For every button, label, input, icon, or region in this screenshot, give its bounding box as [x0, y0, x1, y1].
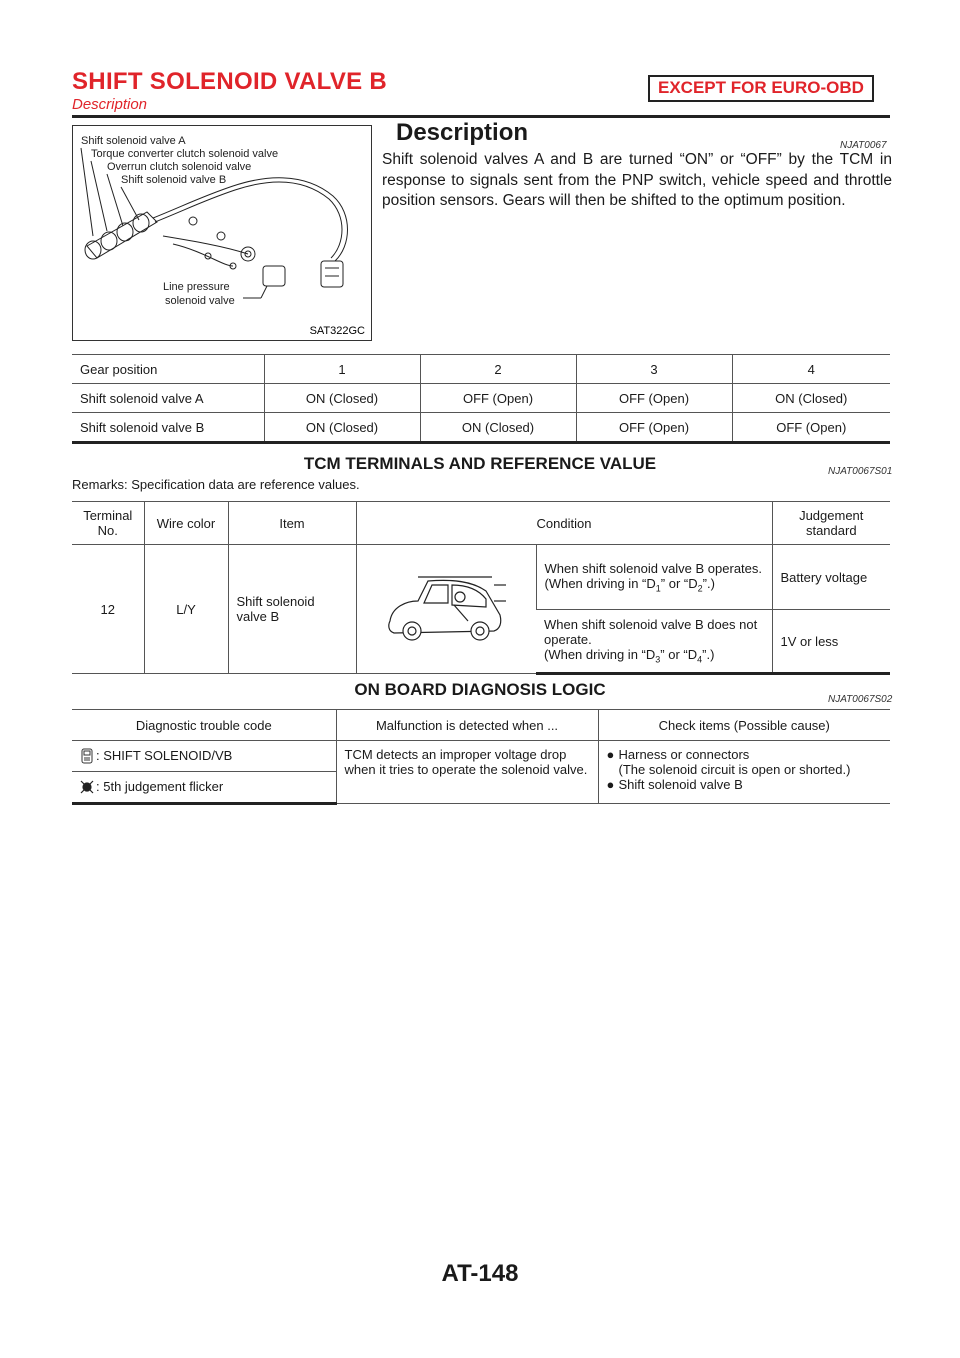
- variant-badge: EXCEPT FOR EURO-OBD: [648, 75, 874, 102]
- table-row: [72, 384, 890, 413]
- table-header: Judgement standard: [772, 502, 890, 545]
- item: Shift solenoid valve B: [228, 545, 356, 674]
- table-cell: ON (Closed): [420, 413, 576, 443]
- table-header: Wire color: [144, 502, 228, 545]
- flicker-lamp-icon: [80, 779, 94, 795]
- table-cell: ON (Closed): [732, 384, 890, 413]
- table-header: Diagnostic trouble code: [72, 710, 336, 741]
- table-header: Terminal No.: [72, 502, 144, 545]
- table-cell: 4: [732, 355, 890, 384]
- tcm-terminal-table: [72, 501, 890, 675]
- table-cell: OFF (Open): [732, 413, 890, 443]
- table-row: [72, 710, 890, 741]
- table-cell: OFF (Open): [420, 384, 576, 413]
- svg-text:Torque converter clutch soleno: Torque converter clutch solenoid valve: [91, 148, 279, 160]
- table-header: Condition: [356, 502, 772, 545]
- table-row: [72, 502, 890, 545]
- dtc-consult: : SHIFT SOLENOID/VB: [72, 741, 336, 772]
- page-number: AT-148: [441, 1260, 519, 1287]
- table-cell: 1: [264, 355, 420, 384]
- obd-heading: ON BOARD DIAGNOSIS LOGIC: [354, 680, 606, 699]
- wire-color: L/Y: [144, 545, 228, 674]
- figure-code: SAT322GC: [309, 325, 365, 337]
- table-cell: Shift solenoid valve A: [72, 384, 264, 413]
- header-rule: [72, 115, 890, 118]
- driving-car-icon: [382, 571, 510, 645]
- table-cell: OFF (Open): [576, 413, 732, 443]
- svg-text:Overrun clutch solenoid valve: Overrun clutch solenoid valve: [107, 161, 252, 173]
- description-text: Shift solenoid valves A and B are turned “ON” or “OFF” by the TCM in response to signals sent from the PNP switch, vehicle speed and throttle position sensors. Gears will then be shifted to the optimum position.: [382, 151, 892, 209]
- table-cell: OFF (Open): [576, 384, 732, 413]
- obd-logic-table: [72, 709, 890, 805]
- terminal-number: 12: [72, 545, 144, 674]
- tcm-remarks: Remarks: Specification data are reference values.: [72, 477, 360, 492]
- table-row: [72, 413, 890, 443]
- description-heading: Description: [396, 119, 529, 146]
- description-code: NJAT0067: [840, 140, 887, 151]
- condition-not-operates: When shift solenoid valve B does not operate. (When driving in “$D_3$” or “$D_4$”.): [536, 610, 772, 674]
- judgement-operates: Battery voltage: [772, 545, 890, 610]
- table-cell: Shift solenoid valve B: [72, 413, 264, 443]
- table-header: Check items (Possible cause): [598, 710, 890, 741]
- svg-text:Line pressure: Line pressure: [163, 281, 230, 293]
- dtc-flicker: : 5th judgement flicker: [72, 772, 336, 804]
- consult-tool-icon: [80, 748, 94, 764]
- gear-position-table: [72, 354, 890, 444]
- page-subtitle: Description: [72, 96, 148, 113]
- car-illustration-cell: [356, 545, 536, 674]
- malfunction-condition: TCM detects an improper voltage drop when it tries to operate the solenoid valve.: [336, 741, 598, 804]
- table-cell: 2: [420, 355, 576, 384]
- table-row: [72, 355, 890, 384]
- judgement-not-operates: 1V or less: [772, 610, 890, 674]
- obd-code: NJAT0067S02: [828, 694, 893, 705]
- svg-text:Shift solenoid valve B: Shift solenoid valve B: [121, 174, 227, 186]
- svg-text:solenoid valve: solenoid valve: [165, 295, 235, 307]
- table-row: [72, 545, 890, 610]
- table-row: [72, 741, 890, 772]
- solenoid-harness-drawing: [73, 126, 371, 340]
- page-title: SHIFT SOLENOID VALVE B: [72, 68, 388, 95]
- tcm-code: NJAT0067S01: [828, 466, 893, 477]
- table-cell: ON (Closed): [264, 413, 420, 443]
- svg-text:Shift solenoid valve A: Shift solenoid valve A: [81, 135, 186, 147]
- check-items: ● Harness or connectors (The solenoid circuit is open or shorted.) ● Shift solenoid valve B: [598, 741, 890, 804]
- table-cell: Gear position: [72, 355, 264, 384]
- table-header: Item: [228, 502, 356, 545]
- condition-operates: When shift solenoid valve B operates. (When driving in “$D_1$” or “$D_2$”.): [536, 545, 772, 610]
- table-header: Malfunction is detected when ...: [336, 710, 598, 741]
- tcm-heading: TCM TERMINALS AND REFERENCE VALUE: [303, 454, 657, 473]
- table-cell: ON (Closed): [264, 384, 420, 413]
- solenoid-figure: [72, 125, 372, 341]
- table-cell: 3: [576, 355, 732, 384]
